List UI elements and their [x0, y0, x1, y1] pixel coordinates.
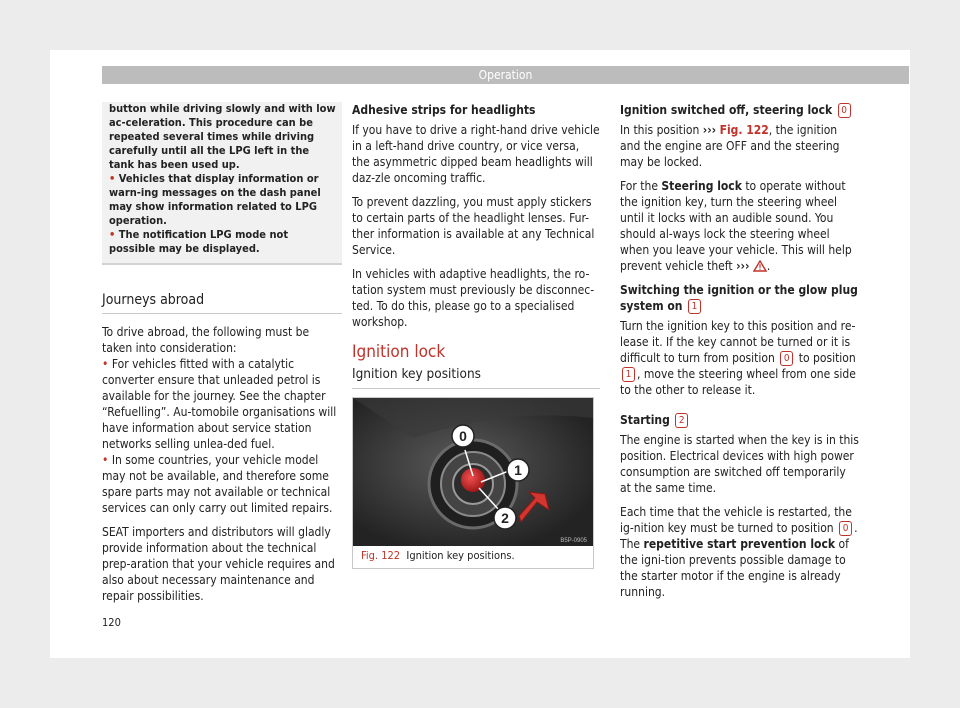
ignition-off-paragraph — [620, 122, 860, 170]
lpg-note-box — [102, 102, 342, 265]
journeys-bullet-text: In some countries, your vehicle model may not be available, and therefore some spare parts may not available or technical services can only carry out limited repairs. — [102, 453, 333, 515]
svg-text:0: 0 — [459, 428, 467, 444]
ignition-key-positions-heading: Ignition key positions — [352, 366, 600, 389]
steering-lock-paragraph: For the Steering lock to operate without the ignition key, turn the steering wheel until it locks with an audible sound. You should al-ways lock the steering wheel when you leave your vehicle. This will help prevent vehicle theft ››› . — [620, 179, 852, 273]
journeys-bullet — [102, 452, 342, 516]
heading-text: Switching the ignition or the glow plug system on — [620, 283, 858, 313]
note-bullet-text: Vehicles that display information or warn-ing messages on the dash panel may show information related to LPG operation. — [109, 172, 321, 227]
position-0-marker: 0 — [838, 103, 851, 118]
text: In this position — [620, 123, 700, 137]
text: Turn the ignition key to this position and re-lease it. If the key cannot be turned or it is difficult to turn from position — [620, 319, 856, 365]
note-bullet-text: The notification LPG mode not possible may be displayed. — [109, 228, 289, 255]
page-number: 120 — [102, 616, 121, 629]
svg-text:2: 2 — [501, 510, 509, 526]
text: of the igni-tion prevents possible damage to the starter motor if the engine is already running. — [620, 537, 849, 599]
ignition-on-heading — [620, 282, 860, 314]
adhesive-p3: In vehicles with adaptive headlights, the ro-tation system must previously be disconnec-ted. To do this, please go to a specialised workshop. — [352, 267, 595, 329]
note-bullet — [109, 172, 336, 228]
journeys-bullet-text: For vehicles fitted with a catalytic converter ensure that unleaded petrol is available for the journey. See the chapter “Refuelling”. Au-tomobile organisations will have information about service station networks selling unlea-ded fuel. — [102, 357, 337, 451]
note-text: button while driving slowly and with low ac-celeration. This procedure can be repeated several times while driving carefully until all the LPG left in the tank has been used up. — [109, 102, 336, 171]
figure-link[interactable]: Fig. 122 — [719, 123, 769, 137]
figure-caption-text: Ignition key positions. — [406, 549, 515, 562]
heading-text: Starting — [620, 413, 670, 427]
figure-marker — [507, 459, 529, 481]
heading-text: Ignition switched off, steering lock — [620, 103, 833, 117]
figure-label: Fig. 122 — [361, 549, 401, 562]
right-column — [620, 102, 860, 608]
note-bullet — [109, 228, 336, 256]
middle-column — [352, 102, 600, 569]
chevron-icon: ››› — [736, 259, 750, 273]
journeys-paragraph: SEAT importers and distributors will gladly provide information about the technical prep-aration that your vehicle requires and also about necessary maintenance and repair possibilities. — [102, 525, 335, 603]
journeys-intro: To drive abroad, the following must be taken into consideration: — [102, 325, 310, 355]
left-column — [102, 102, 342, 612]
position-1-marker: 1 — [688, 299, 701, 314]
figure-caption — [353, 546, 593, 566]
bullet-icon: • — [102, 357, 109, 371]
restart-prevention-term: repetitive start prevention lock — [643, 537, 836, 551]
page-header: Operation — [102, 66, 909, 84]
figure-marker — [452, 425, 474, 447]
position-2-marker: 2 — [675, 413, 688, 428]
text: to operate without the ignition key, turn the steering wheel until it locks with an audible sound. You should al-ways lock the steering wheel when you leave your vehicle. This will help prevent vehicle theft — [620, 179, 852, 273]
text: , the ignition and the engine are OFF and the steering may be locked. — [620, 123, 840, 169]
figure-code: B5P-0905 — [560, 538, 587, 544]
position-0-marker: 0 — [839, 521, 852, 536]
warning-triangle-icon[interactable] — [753, 260, 767, 272]
steering-lock-term: Steering lock — [661, 179, 742, 193]
text: to position — [798, 351, 856, 365]
ignition-lock-title: Ignition lock — [352, 342, 446, 362]
svg-text:1: 1 — [514, 462, 522, 478]
text: Each time that the vehicle is restarted, the ig-nition key must be turned to position — [620, 505, 852, 535]
restart-paragraph — [620, 504, 860, 600]
adhesive-p2: To prevent dazzling, you must apply stickers to certain parts of the headlight lenses. Fur-ther information is available at any Technical Service. — [352, 195, 595, 257]
adhesive-p1: If you have to drive a right-hand drive vehicle in a left-hand drive country, or vice versa, the asymmetric dipped beam headlights will daz-zle oncoming traffic. — [352, 123, 600, 185]
starting-heading — [620, 412, 860, 428]
starting-paragraph: The engine is started when the key is in this position. Electrical devices with high power consumption are switched off temporarily at the same time. — [620, 433, 859, 495]
journeys-heading: Journeys abroad — [102, 292, 342, 314]
manual-page — [50, 50, 910, 658]
ignition-on-paragraph — [620, 318, 860, 398]
figure-marker — [494, 507, 516, 529]
text: , move the steering wheel from one side to the other to release it. — [620, 367, 856, 397]
adhesive-heading: Adhesive strips for headlights — [352, 103, 536, 117]
bullet-icon: • — [109, 228, 116, 241]
position-1-marker: 1 — [622, 367, 635, 382]
ignition-off-heading — [620, 102, 860, 118]
figure-122 — [352, 397, 594, 569]
position-0-marker: 0 — [780, 351, 793, 366]
text: For the — [620, 179, 658, 193]
bullet-icon: • — [109, 172, 116, 185]
chevron-icon: ››› — [702, 123, 717, 137]
ignition-key-illustration — [353, 398, 593, 546]
journeys-bullet — [102, 356, 342, 452]
text: . The — [620, 521, 858, 551]
bullet-icon: • — [102, 453, 109, 467]
